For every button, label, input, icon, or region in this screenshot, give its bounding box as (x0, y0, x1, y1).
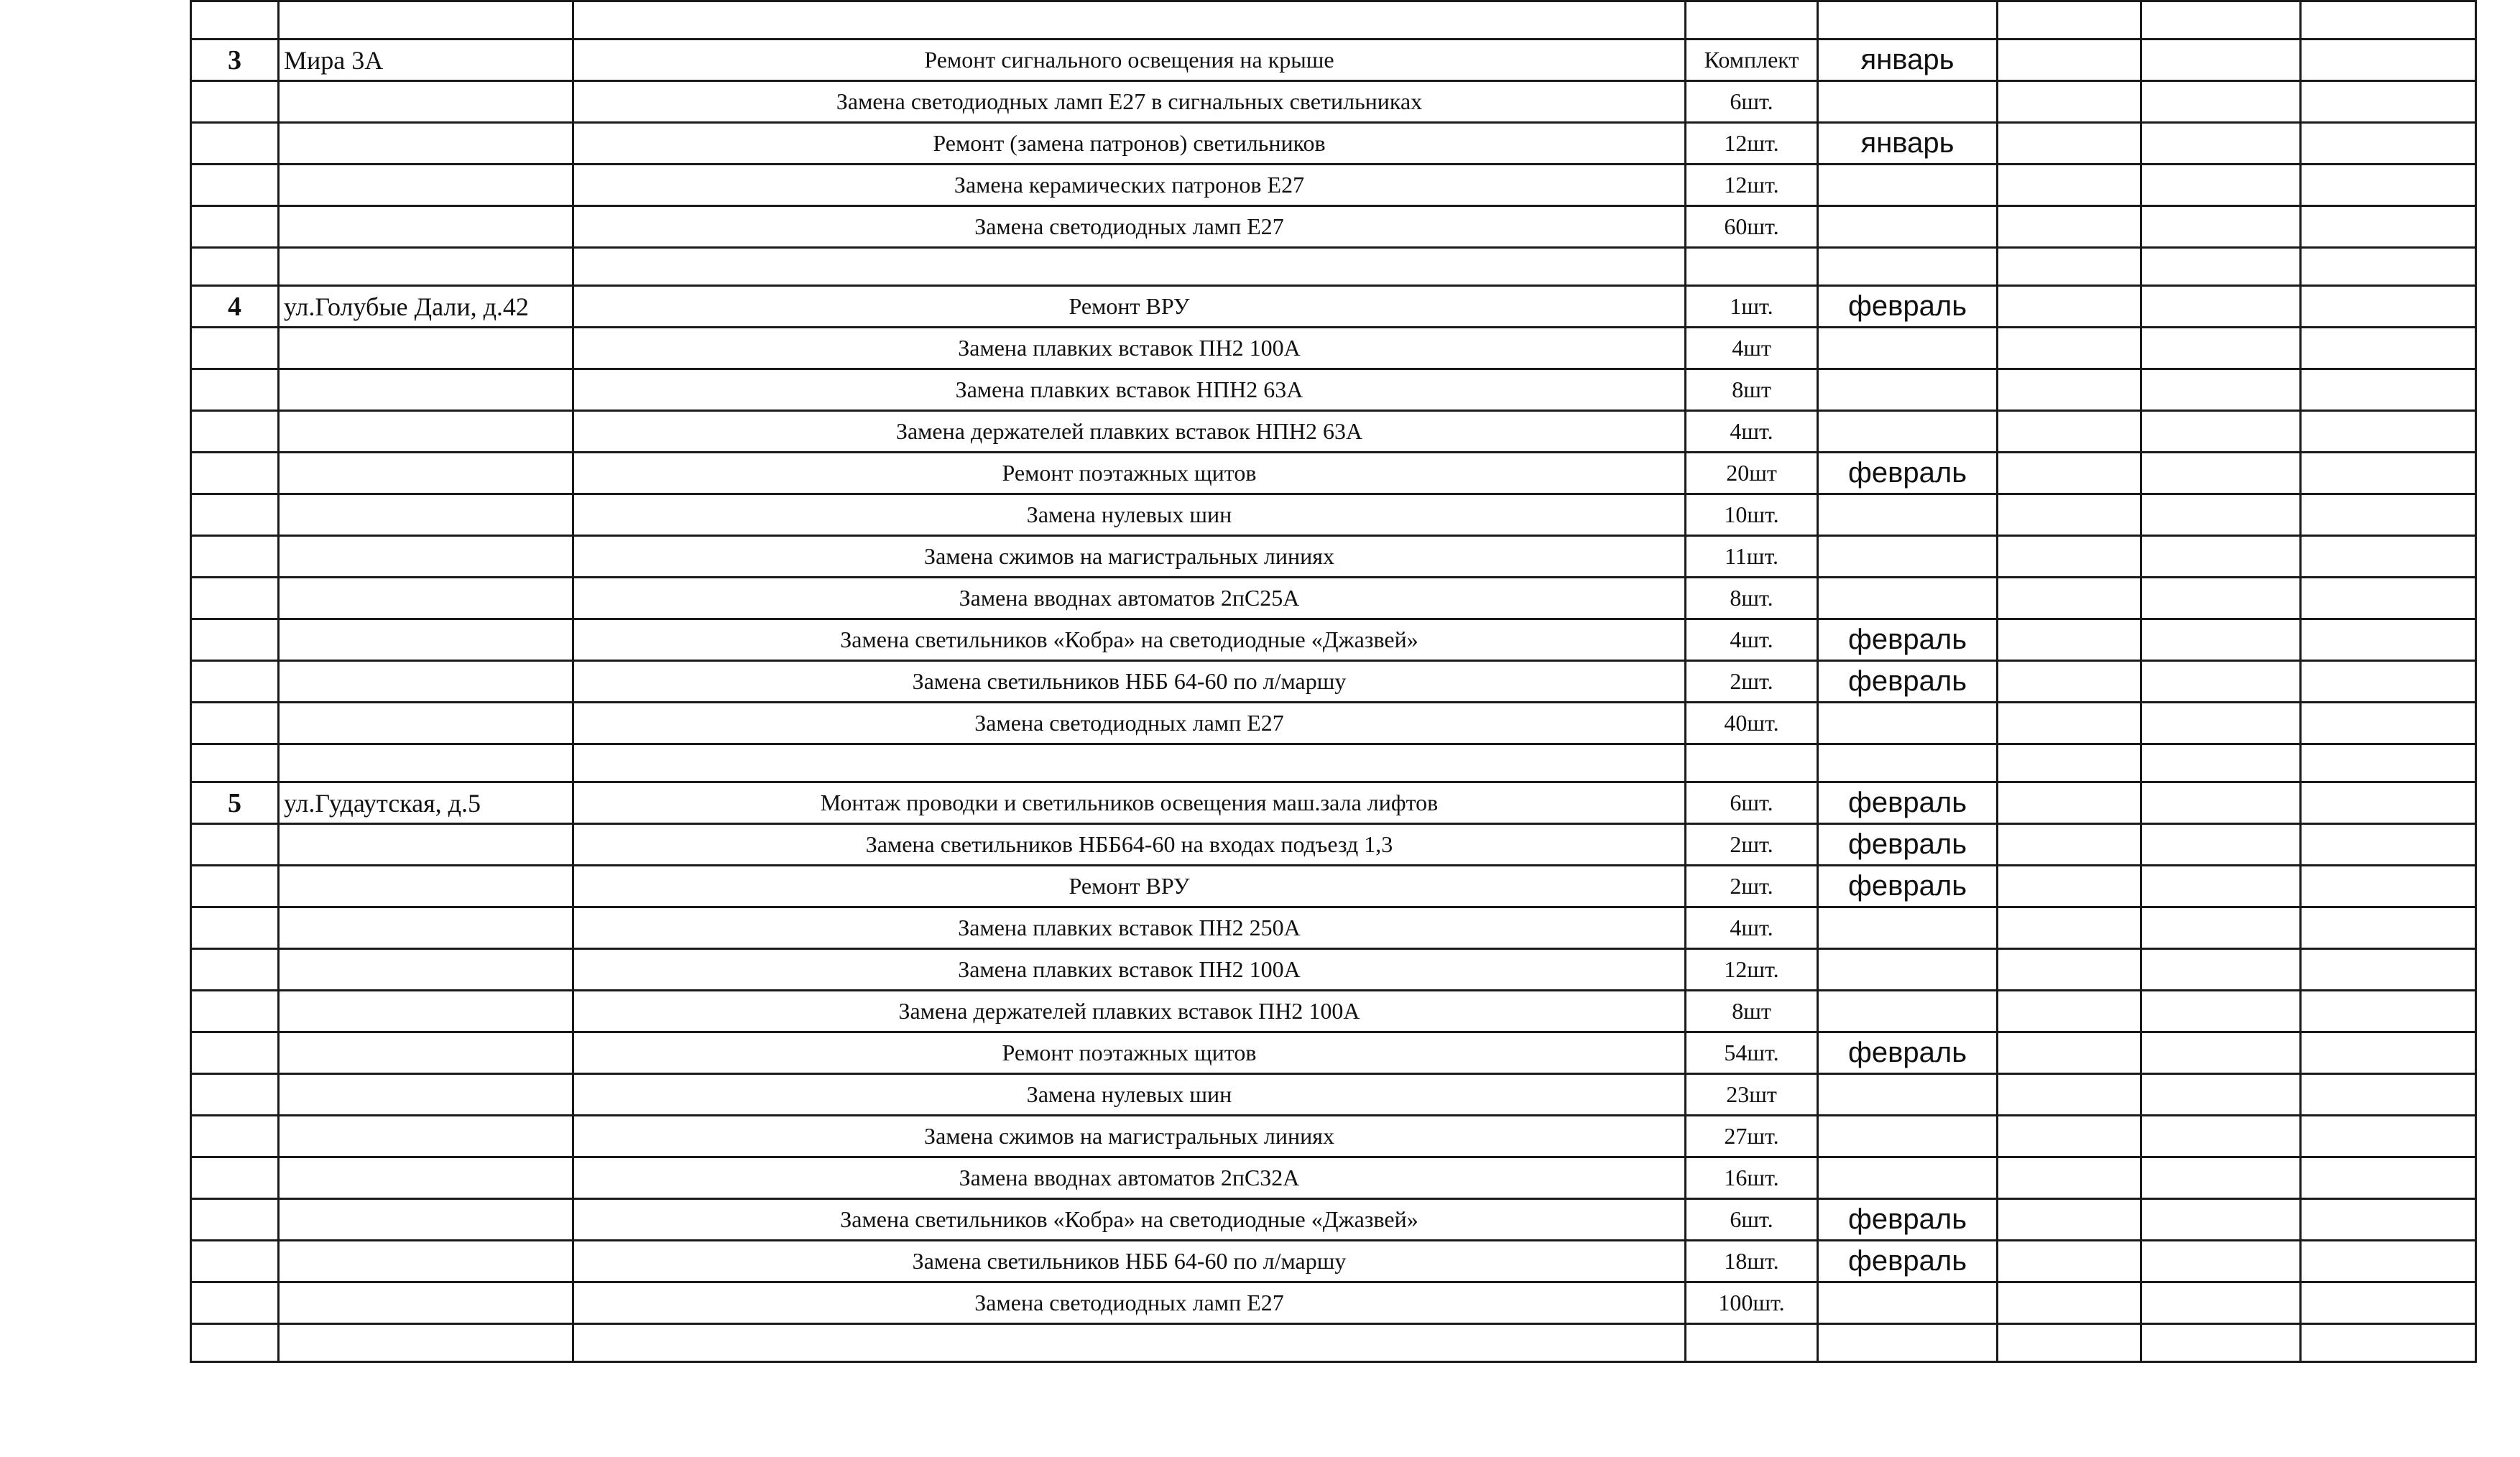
table-row (191, 619, 2476, 661)
blank-cell (1998, 494, 2141, 536)
address-cell (279, 165, 573, 206)
blank-cell (1998, 907, 2141, 949)
blank-cell (2141, 1157, 2301, 1199)
address-cell (279, 453, 573, 494)
blank-cell (1998, 40, 2141, 81)
address-cell (279, 123, 573, 165)
row-number (191, 369, 279, 411)
spacer-row (191, 248, 2476, 286)
blank-cell (1998, 1074, 2141, 1116)
work-description-cell: Замена керамических патронов Е27 (573, 165, 1686, 206)
table-row (191, 949, 2476, 991)
row-number (191, 453, 279, 494)
row-number (191, 1324, 279, 1362)
month-cell (1818, 703, 1998, 744)
row-number (191, 703, 279, 744)
table-row (191, 536, 2476, 578)
address-cell (279, 824, 573, 866)
month-cell (1818, 949, 1998, 991)
blank-cell (2301, 81, 2476, 123)
quantity-cell (1686, 744, 1818, 782)
blank-cell (1998, 1032, 2141, 1074)
month-cell (1818, 1324, 1998, 1362)
row-number (191, 578, 279, 619)
address-cell: ул.Гудаутская, д.5 (279, 782, 573, 824)
quantity-cell: 4шт (1686, 328, 1818, 369)
row-number (191, 1282, 279, 1324)
address-cell: ул.Голубые Дали, д.42 (279, 286, 573, 328)
blank-cell (2301, 782, 2476, 824)
month-cell (1818, 578, 1998, 619)
table-row (191, 1116, 2476, 1157)
table-row (191, 123, 2476, 165)
blank-cell (1998, 165, 2141, 206)
work-description-cell: Замена плавких вставок ПН2 100А (573, 328, 1686, 369)
work-description-cell: Ремонт ВРУ (573, 286, 1686, 328)
row-number (191, 744, 279, 782)
work-description-cell: Замена светильников НББ 64-60 по л/маршу (573, 661, 1686, 703)
blank-cell (2141, 286, 2301, 328)
blank-cell (2141, 619, 2301, 661)
quantity-cell: 12шт. (1686, 165, 1818, 206)
address-cell (279, 411, 573, 453)
row-number (191, 991, 279, 1032)
quantity-cell: 23шт (1686, 1074, 1818, 1116)
month-cell: февраль (1818, 1199, 1998, 1241)
work-description-cell: Замена плавких вставок НПН2 63А (573, 369, 1686, 411)
blank-cell (2301, 619, 2476, 661)
blank-cell (2141, 824, 2301, 866)
blank-cell (1998, 123, 2141, 165)
blank-cell (1998, 1, 2141, 40)
blank-cell (2301, 494, 2476, 536)
blank-cell (2301, 703, 2476, 744)
address-cell (279, 81, 573, 123)
blank-cell (2301, 824, 2476, 866)
row-number (191, 824, 279, 866)
blank-cell (2301, 578, 2476, 619)
work-description-cell: Замена держателей плавких вставок ПН2 100А (573, 991, 1686, 1032)
quantity-cell: 54шт. (1686, 1032, 1818, 1074)
quantity-cell: 40шт. (1686, 703, 1818, 744)
blank-cell (2301, 991, 2476, 1032)
work-description-cell: Замена вводнах автоматов 2пС25А (573, 578, 1686, 619)
address-cell (279, 991, 573, 1032)
table-row (191, 411, 2476, 453)
address-cell (279, 1324, 573, 1362)
address-cell (279, 494, 573, 536)
work-description-cell (573, 248, 1686, 286)
address-cell (279, 744, 573, 782)
row-number (191, 248, 279, 286)
table-row (191, 1241, 2476, 1282)
quantity-cell: 20шт (1686, 453, 1818, 494)
address-cell (279, 703, 573, 744)
quantity-cell (1686, 1, 1818, 40)
blank-cell (1998, 286, 2141, 328)
blank-cell (1998, 328, 2141, 369)
month-cell (1818, 1116, 1998, 1157)
address-cell (279, 1, 573, 40)
spacer-row (191, 1324, 2476, 1362)
blank-cell (1998, 248, 2141, 286)
month-cell: февраль (1818, 824, 1998, 866)
quantity-cell: 2шт. (1686, 824, 1818, 866)
quantity-cell: 10шт. (1686, 494, 1818, 536)
table-row (191, 824, 2476, 866)
quantity-cell: 60шт. (1686, 206, 1818, 248)
address-cell (279, 1157, 573, 1199)
quantity-cell: 8шт (1686, 369, 1818, 411)
work-description-cell: Замена сжимов на магистральных линиях (573, 536, 1686, 578)
work-description-cell (573, 1324, 1686, 1362)
quantity-cell: 27шт. (1686, 1116, 1818, 1157)
blank-cell (1998, 1157, 2141, 1199)
row-number (191, 1, 279, 40)
quantity-cell: 6шт. (1686, 782, 1818, 824)
blank-cell (1998, 81, 2141, 123)
address-cell (279, 1282, 573, 1324)
address-cell (279, 1199, 573, 1241)
address-cell (279, 369, 573, 411)
month-cell: февраль (1818, 661, 1998, 703)
blank-cell (2141, 578, 2301, 619)
blank-cell (2301, 369, 2476, 411)
blank-cell (2141, 1324, 2301, 1362)
month-cell (1818, 165, 1998, 206)
work-description-cell: Замена вводнах автоматов 2пС32А (573, 1157, 1686, 1199)
row-number (191, 123, 279, 165)
work-description-cell (573, 1, 1686, 40)
row-number: 3 (191, 40, 279, 81)
blank-cell (2141, 494, 2301, 536)
blank-cell (2301, 1032, 2476, 1074)
month-cell: февраль (1818, 866, 1998, 907)
address-cell (279, 907, 573, 949)
blank-cell (2301, 40, 2476, 81)
table-row (191, 578, 2476, 619)
month-cell: февраль (1818, 286, 1998, 328)
blank-cell (1998, 744, 2141, 782)
month-cell: февраль (1818, 782, 1998, 824)
work-description-cell: Замена светильников НББ64-60 на входах подъезд 1,3 (573, 824, 1686, 866)
table-row (191, 1199, 2476, 1241)
blank-cell (2301, 1116, 2476, 1157)
quantity-cell: 4шт. (1686, 907, 1818, 949)
blank-cell (1998, 1324, 2141, 1362)
blank-cell (2141, 744, 2301, 782)
blank-cell (2141, 1199, 2301, 1241)
month-cell (1818, 81, 1998, 123)
blank-cell (2141, 661, 2301, 703)
blank-cell (2141, 1282, 2301, 1324)
blank-cell (1998, 578, 2141, 619)
blank-cell (1998, 824, 2141, 866)
work-description-cell: Замена нулевых шин (573, 1074, 1686, 1116)
blank-cell (1998, 991, 2141, 1032)
blank-cell (2141, 1, 2301, 40)
blank-cell (2141, 1032, 2301, 1074)
month-cell (1818, 369, 1998, 411)
month-cell (1818, 536, 1998, 578)
address-cell: Мира 3А (279, 40, 573, 81)
table-row (191, 369, 2476, 411)
blank-cell (2301, 1282, 2476, 1324)
table-row (191, 907, 2476, 949)
work-description-cell: Ремонт поэтажных щитов (573, 453, 1686, 494)
blank-cell (2141, 782, 2301, 824)
quantity-cell: 16шт. (1686, 1157, 1818, 1199)
work-description-cell: Замена светильников «Кобра» на светодиодные «Джазвей» (573, 1199, 1686, 1241)
work-description-cell: Замена нулевых шин (573, 494, 1686, 536)
work-description-cell (573, 744, 1686, 782)
quantity-cell: 4шт. (1686, 619, 1818, 661)
work-description-cell: Замена плавких вставок ПН2 250А (573, 907, 1686, 949)
month-cell: февраль (1818, 1241, 1998, 1282)
blank-cell (2301, 661, 2476, 703)
work-description-cell: Замена светодиодных ламп Е27 (573, 206, 1686, 248)
row-number (191, 536, 279, 578)
table-row (191, 661, 2476, 703)
table-body (191, 1, 2476, 1362)
address-cell (279, 949, 573, 991)
blank-cell (2141, 949, 2301, 991)
row-number (191, 206, 279, 248)
row-number (191, 165, 279, 206)
work-description-cell: Ремонт поэтажных щитов (573, 1032, 1686, 1074)
blank-cell (2301, 328, 2476, 369)
work-description-cell: Замена плавких вставок ПН2 100А (573, 949, 1686, 991)
blank-cell (2141, 411, 2301, 453)
blank-cell (2301, 1074, 2476, 1116)
blank-cell (2141, 1241, 2301, 1282)
row-number (191, 866, 279, 907)
row-number (191, 1157, 279, 1199)
blank-cell (1998, 411, 2141, 453)
quantity-cell: 2шт. (1686, 866, 1818, 907)
table-row (191, 453, 2476, 494)
address-cell (279, 1241, 573, 1282)
table-row (191, 1157, 2476, 1199)
table-row (191, 328, 2476, 369)
blank-cell (2301, 1324, 2476, 1362)
blank-cell (1998, 1241, 2141, 1282)
month-cell: февраль (1818, 453, 1998, 494)
blank-cell (2141, 123, 2301, 165)
address-cell (279, 248, 573, 286)
blank-cell (2301, 536, 2476, 578)
month-cell (1818, 744, 1998, 782)
blank-cell (2301, 1241, 2476, 1282)
quantity-cell: 11шт. (1686, 536, 1818, 578)
blank-cell (2301, 949, 2476, 991)
blank-cell (2301, 453, 2476, 494)
table-row (191, 1032, 2476, 1074)
blank-cell (2141, 1074, 2301, 1116)
blank-cell (2141, 453, 2301, 494)
row-number (191, 494, 279, 536)
work-description-cell: Замена сжимов на магистральных линиях (573, 1116, 1686, 1157)
blank-cell (1998, 453, 2141, 494)
blank-cell (2141, 866, 2301, 907)
table-row (191, 165, 2476, 206)
work-description-cell: Замена светильников НББ 64-60 по л/маршу (573, 1241, 1686, 1282)
quantity-cell: Комплект (1686, 40, 1818, 81)
blank-cell (2141, 40, 2301, 81)
blank-cell (2141, 536, 2301, 578)
table-row (191, 494, 2476, 536)
row-number: 4 (191, 286, 279, 328)
blank-cell (1998, 1282, 2141, 1324)
month-cell (1818, 248, 1998, 286)
blank-cell (1998, 369, 2141, 411)
blank-cell (2301, 744, 2476, 782)
work-description-cell: Замена светодиодных ламп Е27 (573, 703, 1686, 744)
work-description-cell: Ремонт ВРУ (573, 866, 1686, 907)
blank-cell (2301, 907, 2476, 949)
quantity-cell: 6шт. (1686, 1199, 1818, 1241)
quantity-cell: 4шт. (1686, 411, 1818, 453)
row-number (191, 1199, 279, 1241)
row-number: 5 (191, 782, 279, 824)
blank-cell (1998, 536, 2141, 578)
quantity-cell: 12шт. (1686, 949, 1818, 991)
table-row (191, 866, 2476, 907)
month-cell (1818, 991, 1998, 1032)
row-number (191, 1241, 279, 1282)
work-schedule-table (190, 0, 2477, 1363)
table-row (191, 1282, 2476, 1324)
work-description-cell: Замена светодиодных ламп Е27 (573, 1282, 1686, 1324)
address-cell (279, 661, 573, 703)
month-cell (1818, 1, 1998, 40)
address-cell (279, 328, 573, 369)
blank-cell (2301, 1199, 2476, 1241)
month-cell: январь (1818, 123, 1998, 165)
table-row (191, 782, 2476, 824)
table-row (191, 40, 2476, 81)
table-row (191, 206, 2476, 248)
quantity-cell (1686, 1324, 1818, 1362)
blank-cell (2301, 123, 2476, 165)
blank-cell (2141, 1116, 2301, 1157)
quantity-cell: 8шт (1686, 991, 1818, 1032)
blank-cell (1998, 1199, 2141, 1241)
address-cell (279, 866, 573, 907)
month-cell (1818, 411, 1998, 453)
row-number (191, 619, 279, 661)
blank-cell (2141, 81, 2301, 123)
month-cell (1818, 1074, 1998, 1116)
quantity-cell: 100шт. (1686, 1282, 1818, 1324)
row-number (191, 328, 279, 369)
blank-cell (2301, 248, 2476, 286)
quantity-cell (1686, 248, 1818, 286)
row-number (191, 81, 279, 123)
table-row (191, 703, 2476, 744)
blank-cell (2141, 165, 2301, 206)
row-number (191, 411, 279, 453)
table-row (191, 1074, 2476, 1116)
month-cell (1818, 328, 1998, 369)
spacer-row (191, 1, 2476, 40)
blank-cell (2141, 907, 2301, 949)
table-row (191, 81, 2476, 123)
address-cell (279, 619, 573, 661)
blank-cell (1998, 782, 2141, 824)
blank-cell (1998, 1116, 2141, 1157)
quantity-cell: 18шт. (1686, 1241, 1818, 1282)
month-cell (1818, 1282, 1998, 1324)
blank-cell (2301, 206, 2476, 248)
work-description-cell: Ремонт (замена патронов) светильников (573, 123, 1686, 165)
quantity-cell: 1шт. (1686, 286, 1818, 328)
blank-cell (1998, 949, 2141, 991)
address-cell (279, 578, 573, 619)
table-row (191, 286, 2476, 328)
month-cell (1818, 1157, 1998, 1199)
quantity-cell: 8шт. (1686, 578, 1818, 619)
address-cell (279, 1116, 573, 1157)
work-description-cell: Монтаж проводки и светильников освещения маш.зала лифтов (573, 782, 1686, 824)
month-cell: февраль (1818, 619, 1998, 661)
blank-cell (2301, 286, 2476, 328)
address-cell (279, 1074, 573, 1116)
address-cell (279, 536, 573, 578)
work-description-cell: Замена светильников «Кобра» на светодиодные «Джазвей» (573, 619, 1686, 661)
blank-cell (2141, 248, 2301, 286)
table-row (191, 991, 2476, 1032)
spacer-row (191, 744, 2476, 782)
blank-cell (2301, 411, 2476, 453)
blank-cell (2141, 206, 2301, 248)
blank-cell (1998, 619, 2141, 661)
month-cell: январь (1818, 40, 1998, 81)
blank-cell (1998, 206, 2141, 248)
quantity-cell: 12шт. (1686, 123, 1818, 165)
row-number (191, 661, 279, 703)
blank-cell (1998, 703, 2141, 744)
row-number (191, 907, 279, 949)
blank-cell (2301, 1, 2476, 40)
blank-cell (2301, 866, 2476, 907)
address-cell (279, 1032, 573, 1074)
blank-cell (2141, 328, 2301, 369)
blank-cell (2141, 369, 2301, 411)
row-number (191, 1116, 279, 1157)
month-cell: февраль (1818, 1032, 1998, 1074)
blank-cell (2141, 991, 2301, 1032)
work-description-cell: Замена держателей плавких вставок НПН2 63А (573, 411, 1686, 453)
blank-cell (1998, 866, 2141, 907)
quantity-cell: 2шт. (1686, 661, 1818, 703)
blank-cell (1998, 661, 2141, 703)
row-number (191, 1074, 279, 1116)
blank-cell (2141, 703, 2301, 744)
blank-cell (2301, 1157, 2476, 1199)
quantity-cell: 6шт. (1686, 81, 1818, 123)
blank-cell (2301, 165, 2476, 206)
month-cell (1818, 494, 1998, 536)
work-description-cell: Ремонт сигнального освещения на крыше (573, 40, 1686, 81)
row-number (191, 1032, 279, 1074)
work-description-cell: Замена светодиодных ламп Е27 в сигнальных светильниках (573, 81, 1686, 123)
address-cell (279, 206, 573, 248)
month-cell (1818, 206, 1998, 248)
row-number (191, 949, 279, 991)
month-cell (1818, 907, 1998, 949)
